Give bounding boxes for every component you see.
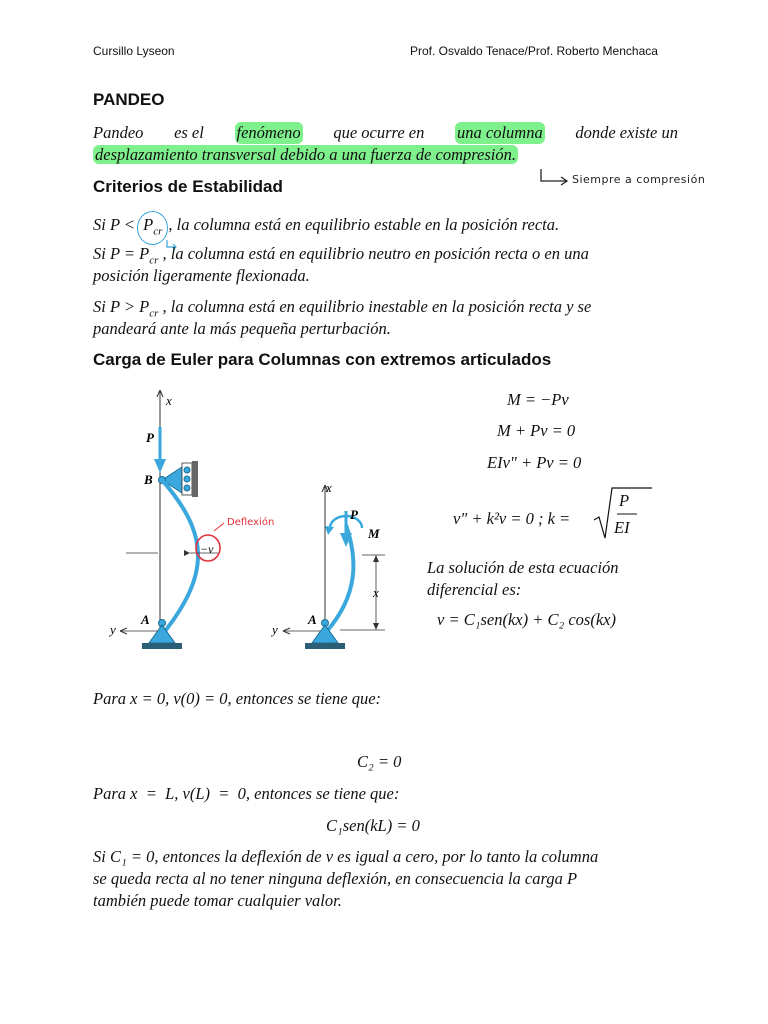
- fig-label-y2: y: [272, 622, 278, 637]
- intro-highlight-fenomeno: fenómeno: [236, 123, 301, 142]
- criterio-estable-prefix: Si P <: [93, 215, 135, 234]
- intro-text-donde: donde existe un: [575, 123, 678, 142]
- eq-differential: EIv" + Pv = 0: [487, 453, 582, 472]
- eq-k-definition: v" + k²v = 0 ; k =: [453, 509, 571, 528]
- column-diagram: [100, 385, 420, 665]
- fig-label-m: M: [368, 526, 380, 541]
- criterio-neutro-text: , la columna está en equilibrio neutro en posición recta o en una: [162, 244, 589, 263]
- intro-highlight-columna: una columna: [457, 123, 543, 142]
- intro-text-ocurre: que ocurre en: [333, 123, 425, 142]
- final-line-2: se queda recta al no tener ninguna deflexión, en consecuencia la carga P: [93, 869, 578, 888]
- solution-equation: v = C₁sen(kx) + C₂ cos(kx): [437, 610, 616, 629]
- fig-label-v: −v: [200, 542, 214, 556]
- intro-line-1: [93, 122, 678, 144]
- condition-1-result: C₂ = 0: [357, 752, 402, 771]
- fig-label-y1: y: [110, 622, 116, 637]
- criterio-inestable-prefix: Si P > P: [93, 297, 150, 316]
- pcr-circled: [137, 211, 168, 245]
- header-right: Prof. Osvaldo Tenace/Prof. Roberto Menchaca: [410, 44, 658, 58]
- header-left: Cursillo Lyseon: [93, 44, 175, 58]
- condition-2-result: C₁sen(kL) = 0: [326, 816, 420, 835]
- final-line-3: también puede tomar cualquier valor.: [93, 891, 342, 910]
- fig-label-b: B: [144, 472, 153, 487]
- intro-line-2: [93, 144, 518, 166]
- criterio-neutro-sub: cr: [149, 254, 159, 267]
- criterio-inestable-sub: cr: [149, 307, 159, 320]
- fig-label-deflexion: Deflexión: [227, 517, 275, 528]
- euler-heading: Carga de Euler para Columnas con extremos articulados: [93, 350, 552, 369]
- criterio-estable-text: , la columna está en equilibrio estable en la posición recta.: [168, 215, 560, 234]
- criterio-inestable-text: , la columna está en equilibrio inestable en la posición recta y se: [162, 297, 592, 316]
- criterio-estable: [93, 211, 559, 245]
- fig-label-x1: x: [166, 393, 172, 408]
- eq-k-numerator: P: [619, 491, 630, 510]
- criterio-neutro-prefix: Si P = P: [93, 244, 150, 263]
- solution-text-1: La solución de esta ecuación: [427, 558, 619, 577]
- criterios-heading: Criterios de Estabilidad: [93, 177, 283, 196]
- fig-label-a2: A: [308, 612, 317, 627]
- page-title: PANDEO: [93, 90, 165, 109]
- solution-text-2: diferencial es:: [427, 580, 522, 599]
- eq-moment: M = −Pv: [507, 390, 569, 409]
- eq-k-denominator: EI: [614, 518, 630, 537]
- fig-label-a1: A: [141, 612, 150, 627]
- pcr-symbol: P: [143, 215, 154, 234]
- criterio-inestable-line2: pandeará ante la más pequeña perturbación.: [93, 319, 391, 338]
- intro-text-es-el: es el: [174, 123, 204, 142]
- intro-highlight-desplazamiento: desplazamiento transversal debido a una fuerza de compresión.: [95, 145, 517, 164]
- condition-2: Para x = L, v(L) = 0, entonces se tiene que:: [93, 784, 400, 803]
- fig-label-x2: x: [326, 480, 332, 495]
- fig-label-p2: P: [350, 507, 358, 522]
- pcr-subscript: cr: [153, 225, 163, 238]
- annotation-compresion: Siempre a compresión: [572, 173, 706, 186]
- intro-word-pandeo: Pandeo: [93, 123, 144, 142]
- condition-1: Para x = 0, v(0) = 0, entonces se tiene que:: [93, 689, 382, 708]
- fig-label-p1: P: [146, 430, 154, 445]
- criterio-neutro-line2: posición ligeramente flexionada.: [93, 266, 310, 285]
- final-line-1: Si C₁ = 0, entonces la deflexión de v es igual a cero, por lo tanto la columna: [93, 847, 599, 866]
- eq-equilibrium: M + Pv = 0: [497, 421, 576, 440]
- fig-label-x3: x: [373, 585, 379, 600]
